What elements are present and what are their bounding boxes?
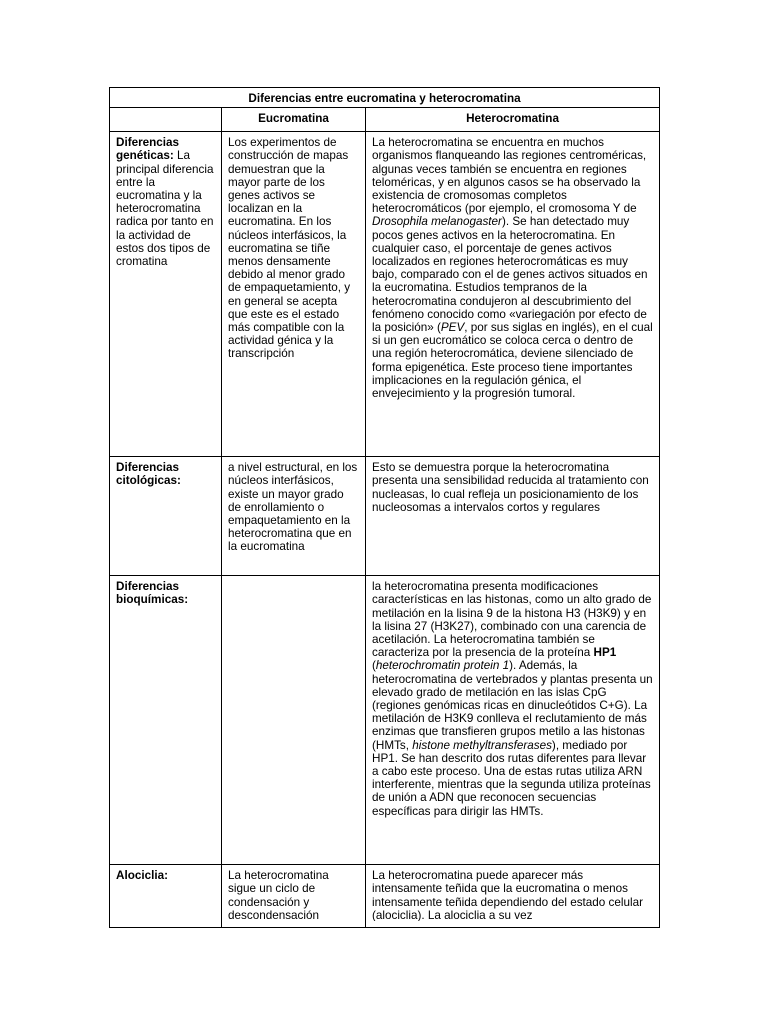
table-title: Diferencias entre eucromatina y heterocromatina <box>110 88 660 108</box>
column-header-eucromatina: Eucromatina <box>222 108 366 132</box>
row-label-cell <box>110 576 222 865</box>
text-run: ( <box>372 659 376 673</box>
row-label-cell <box>110 132 222 457</box>
text-run: La heterocromatina se encuentra en muchos organismos flanqueando las regiones centroméricas, algunas veces también se encuentra en regiones teloméricas, y en algunos casos se ha observado la existencia de cromosomas completos heterocromáticos (por ejemplo, el cromosoma Y de <box>372 136 647 216</box>
heterocromatina-cell <box>366 132 660 457</box>
text-run: La heterocromatina puede aparecer más intensamente teñida que la eucromatina o menos intensamente teñida dependiendo del estado celular (alociclia). La alociclia a su vez <box>372 869 643 922</box>
italic-text: heterochromatin protein 1 <box>375 659 510 673</box>
text-run: ). Además, la heterocromatina de vertebrados y plantas presenta un elevado grado de metilación en las islas CpG (regiones genómicas ricas en dinucleótidos C+G). La metilación de H3K9 conlleva el reclutamiento de más enzimas que transfieren grupos metilo a las histonas (HMTs, <box>372 659 653 752</box>
row-label: Alociclia: <box>116 869 168 883</box>
row-label: Diferencias genéticas: <box>116 136 180 163</box>
table-row <box>110 865 660 928</box>
text-run: Esto se demuestra porque la heterocromatina presenta una sensibilidad reducida al tratamiento con nucleasas, lo cual refleja un posicionamiento de los nucleosomas a intervalos cortos y regulares <box>372 461 649 514</box>
comparison-table <box>109 87 660 928</box>
row-label: Diferencias citológicas: <box>116 461 181 488</box>
heterocromatina-cell <box>366 576 660 865</box>
eucromatina-cell: a nivel estructural, en los núcleos interfásicos, existe un mayor grado de enrollamiento o empaquetamiento en la heterocromatina que en la eucromatina <box>222 457 366 576</box>
text-run: , por sus siglas en inglés), en el cual si un gen eucromático se coloca cerca o dentro de una región heterocromática, deviene silenciado de forma epigenética. Este proceso tiene importantes implicaciones en la regulación génica, el envejecimiento y la progresión tumoral. <box>372 321 653 401</box>
eucromatina-cell <box>222 865 366 928</box>
eucromatina-cell <box>222 576 366 865</box>
heterocromatina-cell <box>366 865 660 928</box>
table-row <box>110 457 660 576</box>
text-run: ). Se han detectado muy pocos genes activos en la heterocromatina. En cualquier caso, el porcentaje de genes activos localizados en regiones heterocromáticas es muy bajo, comparado con el de genes activos situados en la eucromatina. Estudios tempranos de la heterocromatina condujeron al descubrimiento del fenómeno conocido como «variegación por efecto de la posición» ( <box>372 215 648 335</box>
heterocromatina-text <box>372 869 653 921</box>
text-run: la heterocromatina presenta modificaciones características en las histonas, como un alto grado de metilación en la lisina 9 de la histona H3 (H3K9) y en la lisina 27 (H3K27), combinado con una carencia de acetilación. La heterocromatina también se caracteriza por la presencia de la proteína <box>372 580 652 660</box>
column-header-empty <box>110 108 222 132</box>
bold-text: HP1 <box>593 646 617 660</box>
heterocromatina-cell <box>366 457 660 576</box>
header-row <box>110 108 660 132</box>
eucromatina-cell: Los experimentos de construcción de mapas demuestran que la mayor parte de los genes activos se localizan en la eucromatina. En los núcleos interfásicos, la eucromatina se tiñe menos densamente debido al menor grado de empaquetamiento, y en general se acepta que este es el estado más compatible con la actividad génica y la transcripción <box>222 132 366 457</box>
row-label-cell <box>110 457 222 576</box>
column-header-heterocromatina: Heterocromatina <box>366 108 660 132</box>
eucromatina-text: La heterocromatina sigue un ciclo de condensación y descondensación <box>228 869 329 922</box>
row-label-cell <box>110 865 222 928</box>
text-run: ), mediado por HP1. Se han descrito dos rutas diferentes para llevar a cabo este proceso. Una de estas rutas utiliza ARN interferente, mientras que la segunda utiliza proteínas de unión a ADN que reconocen secuencias específicas para dirigir las HMTs. <box>372 738 651 818</box>
italic-text: histone methyltransferases <box>412 738 552 752</box>
italic-text: Drosophila melanogaster <box>372 215 502 229</box>
row-label: Diferencias bioquímicas: <box>116 580 189 607</box>
title-row <box>110 88 660 108</box>
row-label-rest: La principal diferencia entre la eucromatina y la heterocromatina radica por tanto en la actividad de estos dos tipos de cromatina <box>116 149 214 269</box>
table-row <box>110 132 660 457</box>
table-row <box>110 576 660 865</box>
italic-text: PEV <box>440 321 465 335</box>
